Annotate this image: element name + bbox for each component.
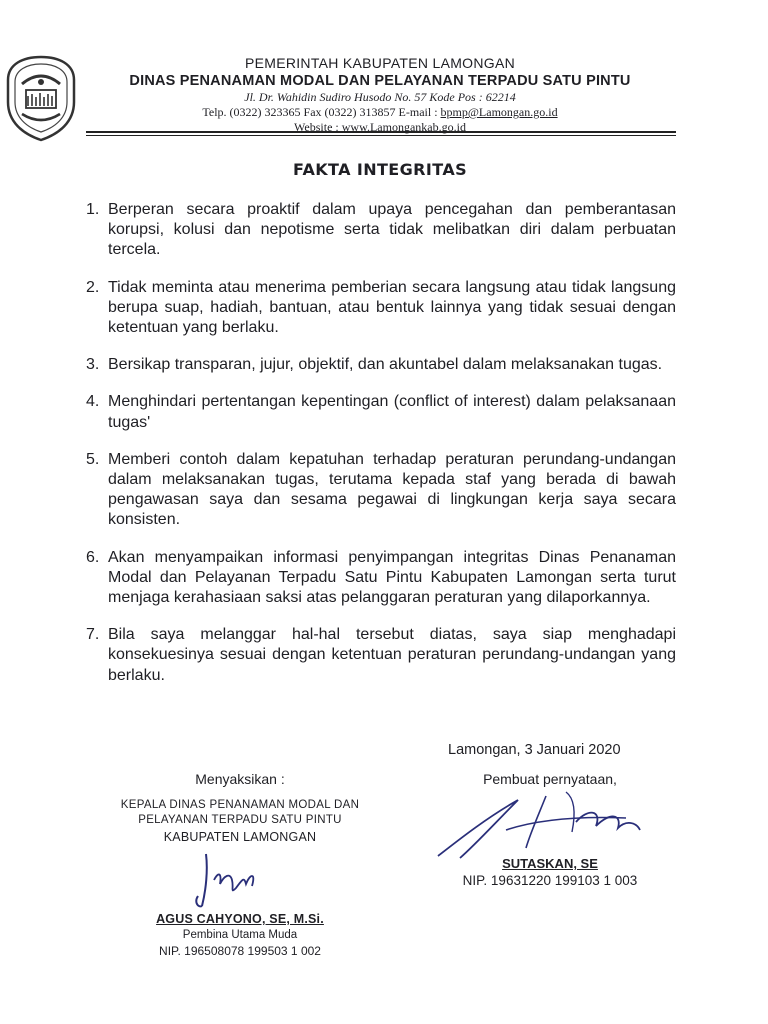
- item-text: Bila saya melanggar hal-hal tersebut diatas, saya siap menghadapi konsekuesinya sesuai dengan ketentuan peraturan perundang-undangan yang berlaku.: [108, 626, 676, 684]
- item-text: Tidak meminta atau menerima pemberian secara langsung atau tidak langsung berupa suap, hadiah, bantuan, atau bentuk lainnya yang tidak sesuai dengan ketentuan yang berlaku.: [108, 278, 676, 337]
- place-date: Lamongan, 3 Januari 2020: [448, 742, 621, 758]
- item-text: Berperan secara proaktif dalam upaya pencegahan dan pemberantasan korupsi, kolusi dan nepotisme serta tidak melibatkan diri dalam perbuatan tercela.: [108, 201, 676, 259]
- contact-phone-fax: Telp. (0322) 323365 Fax (0322) 313857 E-mail :: [202, 105, 441, 119]
- maker-label: Pembuat pernyataan,: [483, 771, 617, 787]
- website-label: Website :: [294, 120, 342, 134]
- list-item: [86, 355, 676, 375]
- government-name: PEMERINTAH KABUPATEN LAMONGAN: [244, 55, 516, 71]
- item-text: Memberi contoh dalam kepatuhan terhadap peraturan perundang-undangan dalam melaksanakan tugas, terutama kepada staf yang berada di bawah pengawasan saya dan sesama pegawai di lingkungan kerja saya secara konsisten.: [108, 450, 676, 529]
- item-text: Bersikap transparan, jujur, objektif, dan akuntabel dalam melaksanakan tugas.: [108, 356, 663, 374]
- email-link[interactable]: bpmp@Lamongan.go.id: [440, 105, 558, 119]
- list-item: [86, 278, 676, 339]
- list-item: [86, 200, 676, 261]
- letterhead: [100, 54, 660, 135]
- witness-signature-area: [110, 846, 370, 912]
- maker-block: [440, 770, 660, 890]
- witness-region: KABUPATEN LAMONGAN: [163, 830, 317, 844]
- witness-nip: NIP. 196508078 199503 1 002: [159, 944, 321, 958]
- agency-name: DINAS PENANAMAN MODAL DAN PELAYANAN TERPADU SATU PINTU: [129, 73, 631, 89]
- list-item: [86, 450, 676, 531]
- item-number: 2.: [86, 278, 100, 296]
- item-number: 3.: [86, 356, 100, 374]
- list-item: [86, 548, 676, 609]
- item-text: Akan menyampaikan informasi penyimpangan integritas Dinas Penanaman Modal dan Pelayanan Terpadu Satu Pintu Kabupaten Lamongan serta turut menjaga kerahasiaan saksi atas pelanggaran peraturan yang dilaporkannya.: [108, 548, 676, 607]
- witness-name: AGUS CAHYONO, SE, M.Si.: [156, 912, 324, 926]
- lamongan-coat-of-arms-icon: [4, 54, 78, 142]
- item-number: 1.: [86, 201, 100, 218]
- list-item: [86, 392, 676, 432]
- agency-contact: [100, 105, 660, 120]
- witness-rank: Pembina Utama Muda: [182, 929, 298, 941]
- item-number: 7.: [86, 626, 100, 644]
- website-link[interactable]: www.Lamongankab.go.id: [341, 120, 466, 134]
- integrity-points-list: [86, 200, 676, 686]
- item-text: Menghindari pertentangan kepentingan (conflict of interest) dalam pelaksanaan tugas': [108, 393, 676, 431]
- letterhead-rule-thick: [86, 131, 676, 133]
- item-number: 4.: [86, 393, 100, 411]
- list-item: [86, 625, 676, 686]
- item-number: 5.: [86, 450, 100, 468]
- maker-signature-area: [440, 788, 660, 856]
- witness-block: [110, 770, 370, 959]
- witness-title-line2: PELAYANAN TERPADU SATU PINTU: [138, 813, 342, 826]
- witness-signature: [190, 850, 280, 912]
- document-title: FAKTA INTEGRITAS: [292, 160, 468, 179]
- agency-address: Jl. Dr. Wahidin Sudiro Husodo No. 57 Kode Pos : 62214: [244, 90, 516, 104]
- letterhead-rule-thin: [86, 135, 676, 136]
- witness-title-line1: KEPALA DINAS PENANAMAN MODAL DAN: [120, 799, 360, 811]
- maker-name: SUTASKAN, SE: [502, 856, 598, 871]
- witness-label: Menyaksikan :: [195, 771, 285, 787]
- item-number: 6.: [86, 548, 100, 566]
- maker-nip: NIP. 19631220 199103 1 003: [462, 873, 638, 888]
